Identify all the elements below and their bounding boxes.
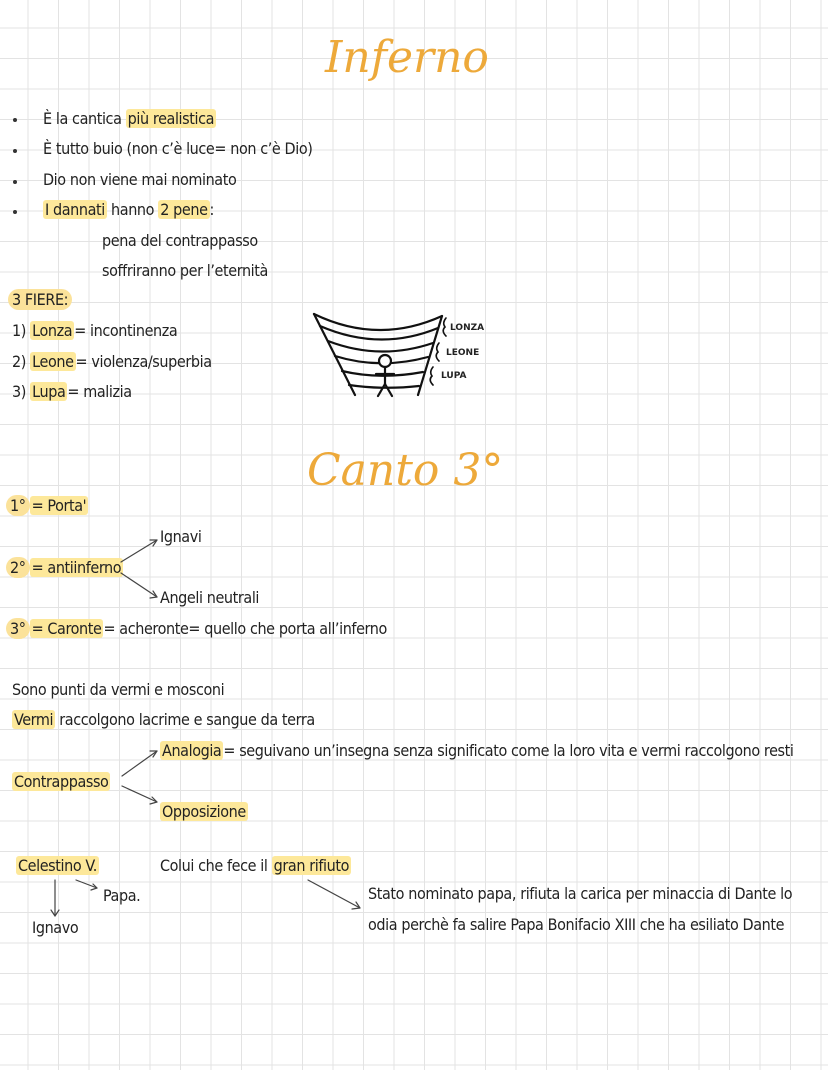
- pena-item-1: pena del contrappasso: [102, 231, 258, 250]
- canto-title: Canto 3°: [307, 445, 504, 496]
- highlight: più realistica: [127, 109, 215, 128]
- highlight: I dannati: [45, 200, 105, 219]
- stato-line-1: Stato nominato papa, rifiuta la carica per minaccia di Dante lo: [368, 884, 793, 903]
- bullet-item-1: È la cantica più realistica: [43, 109, 215, 128]
- canto-porta: 1° = Porta': [6, 496, 88, 516]
- papa-label: Papa.: [103, 886, 141, 905]
- highlight: Leone: [32, 352, 74, 371]
- ignavo-label: Ignavo: [32, 918, 79, 937]
- highlight: Lonza: [32, 321, 73, 340]
- bullet-item-3: Dio non viene mai nominato: [43, 170, 237, 189]
- bullet-item-4: I dannati hanno 2 pene :: [45, 200, 214, 219]
- bullet-item-2: È tutto buio (non c’è luce= non c’è Dio): [43, 139, 313, 158]
- canto-angeli: Angeli neutrali: [160, 588, 260, 607]
- punti-line: Sono punti da vermi e mosconi: [12, 680, 225, 699]
- highlight: gran rifiuto: [273, 856, 349, 875]
- canto-ignavi: Ignavi: [160, 527, 202, 546]
- highlight: 2 pene: [160, 200, 208, 219]
- highlight: Lupa: [32, 382, 66, 401]
- highlight: Analogia: [162, 741, 222, 760]
- analogia-line: Analogia = seguivano un’insegna senza significato come la loro vita e vermi raccolgono resti: [162, 741, 794, 760]
- sketch-label-lonza: LONZA: [450, 323, 485, 333]
- stato-line-2: odia perchè fa salire Papa Bonifacio XIII che ha esiliato Dante: [368, 915, 785, 934]
- opposizione-line: Opposizione: [162, 802, 246, 821]
- canto-caronte: 3° = Caronte = acheronte= quello che porta all’inferno: [6, 619, 387, 639]
- sketch-label-leone: LEONE: [446, 348, 480, 358]
- fiere-heading: 3 FIERE:: [8, 290, 72, 310]
- fiera-item-leone: 2) Leone = violenza/superbia: [12, 352, 212, 371]
- sketch-label-lupa: LUPA: [441, 371, 467, 381]
- page-title: Inferno: [325, 32, 489, 83]
- fiera-item-lupa: 3) Lupa = malizia: [12, 382, 132, 401]
- contrappasso-label: Contrappasso: [14, 772, 109, 791]
- colui-line: Colui che fece il gran rifiuto: [160, 856, 349, 875]
- fiera-item-lonza: 1) Lonza = incontinenza: [12, 321, 178, 340]
- canto-antiinferno: 2° = antiinferno: [6, 558, 123, 578]
- highlight: Vermi: [14, 710, 54, 729]
- vermi-line: Vermi raccolgono lacrime e sangue da terra: [14, 710, 315, 729]
- pena-item-2: soffriranno per l’eternità: [102, 261, 268, 280]
- celestino-name: Celestino V.: [18, 856, 97, 875]
